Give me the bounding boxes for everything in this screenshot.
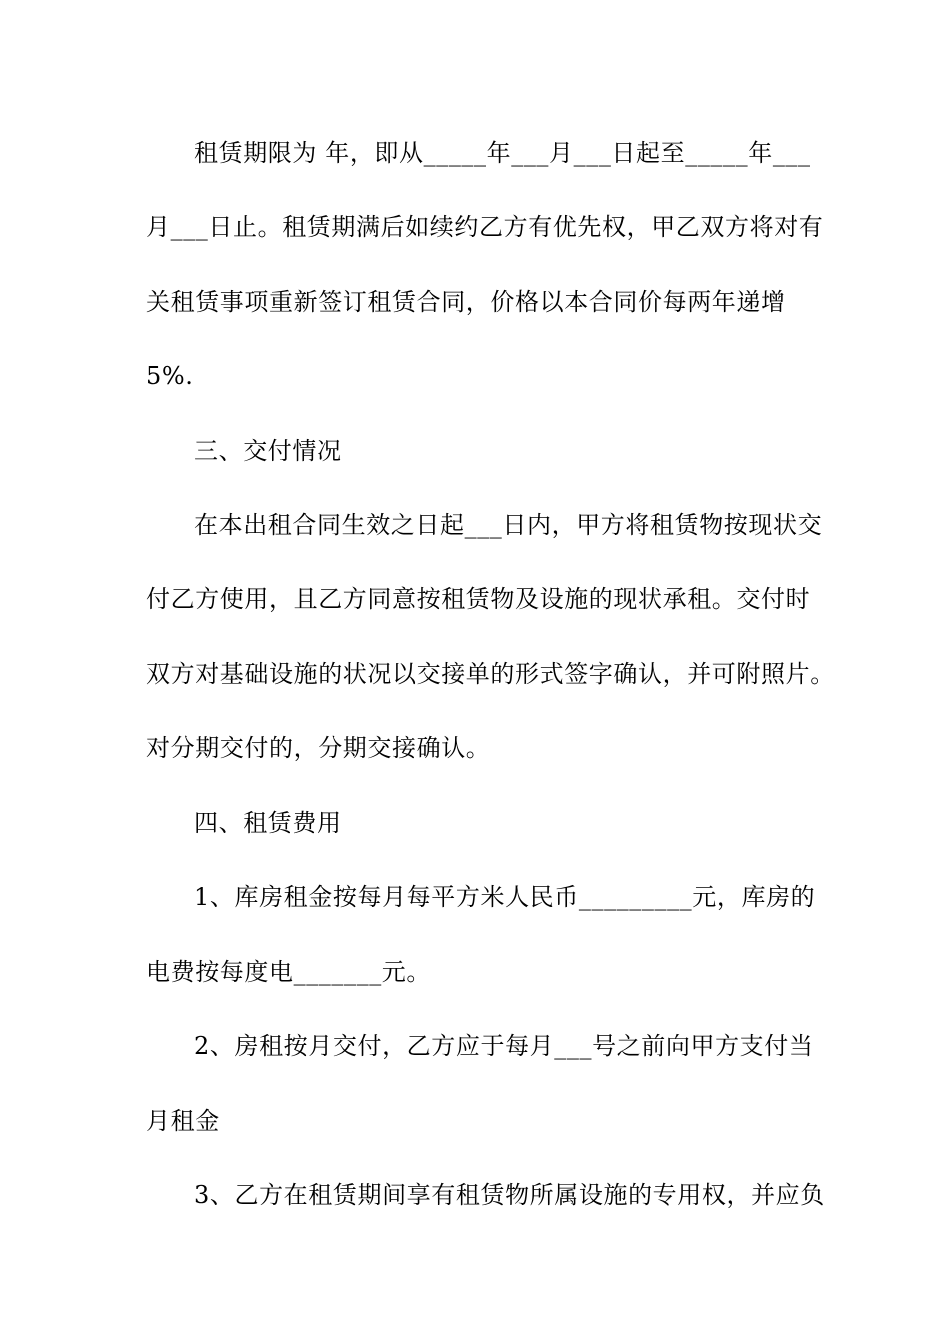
clause-2-line-2: 月租金 (146, 1107, 220, 1135)
section-heading-fees: 四、租赁费用 (194, 809, 342, 837)
section-heading-delivery: 三、交付情况 (194, 437, 342, 465)
paragraph-delivery-line-3: 双方对基础设施的状况以交接单的形式签字确认，并可附照片。 (146, 660, 835, 688)
paragraph-lease-term-line-3: 关租赁事项重新签订租赁合同，价格以本合同价每两年递增 (146, 288, 786, 316)
paragraph-lease-term-line-1: 租赁期限为 年，即从_____年___月___日起至_____年___ (194, 139, 811, 167)
clause-1-line-2: 电费按每度电_______元。 (146, 958, 431, 986)
paragraph-delivery-line-4: 对分期交付的，分期交接确认。 (146, 734, 491, 762)
paragraph-delivery-line-2: 付乙方使用，且乙方同意按租赁物及设施的现状承租。交付时 (146, 585, 811, 613)
clause-3-line-1: 3、乙方在租赁期间享有租赁物所属设施的专用权，并应负 (194, 1181, 825, 1209)
paragraph-lease-term-line-2: 月___日止。租赁期满后如续约乙方有优先权，甲乙双方将对有 (146, 213, 824, 241)
paragraph-lease-term-line-4: 5%. (146, 362, 194, 390)
clause-1-line-1: 1、库房租金按每月每平方米人民币_________元，库房的 (194, 883, 816, 911)
paragraph-delivery-line-1: 在本出租合同生效之日起___日内，甲方将租赁物按现状交 (194, 511, 823, 539)
clause-2-line-1: 2、房租按月交付，乙方应于每月___号之前向甲方支付当 (194, 1032, 814, 1060)
